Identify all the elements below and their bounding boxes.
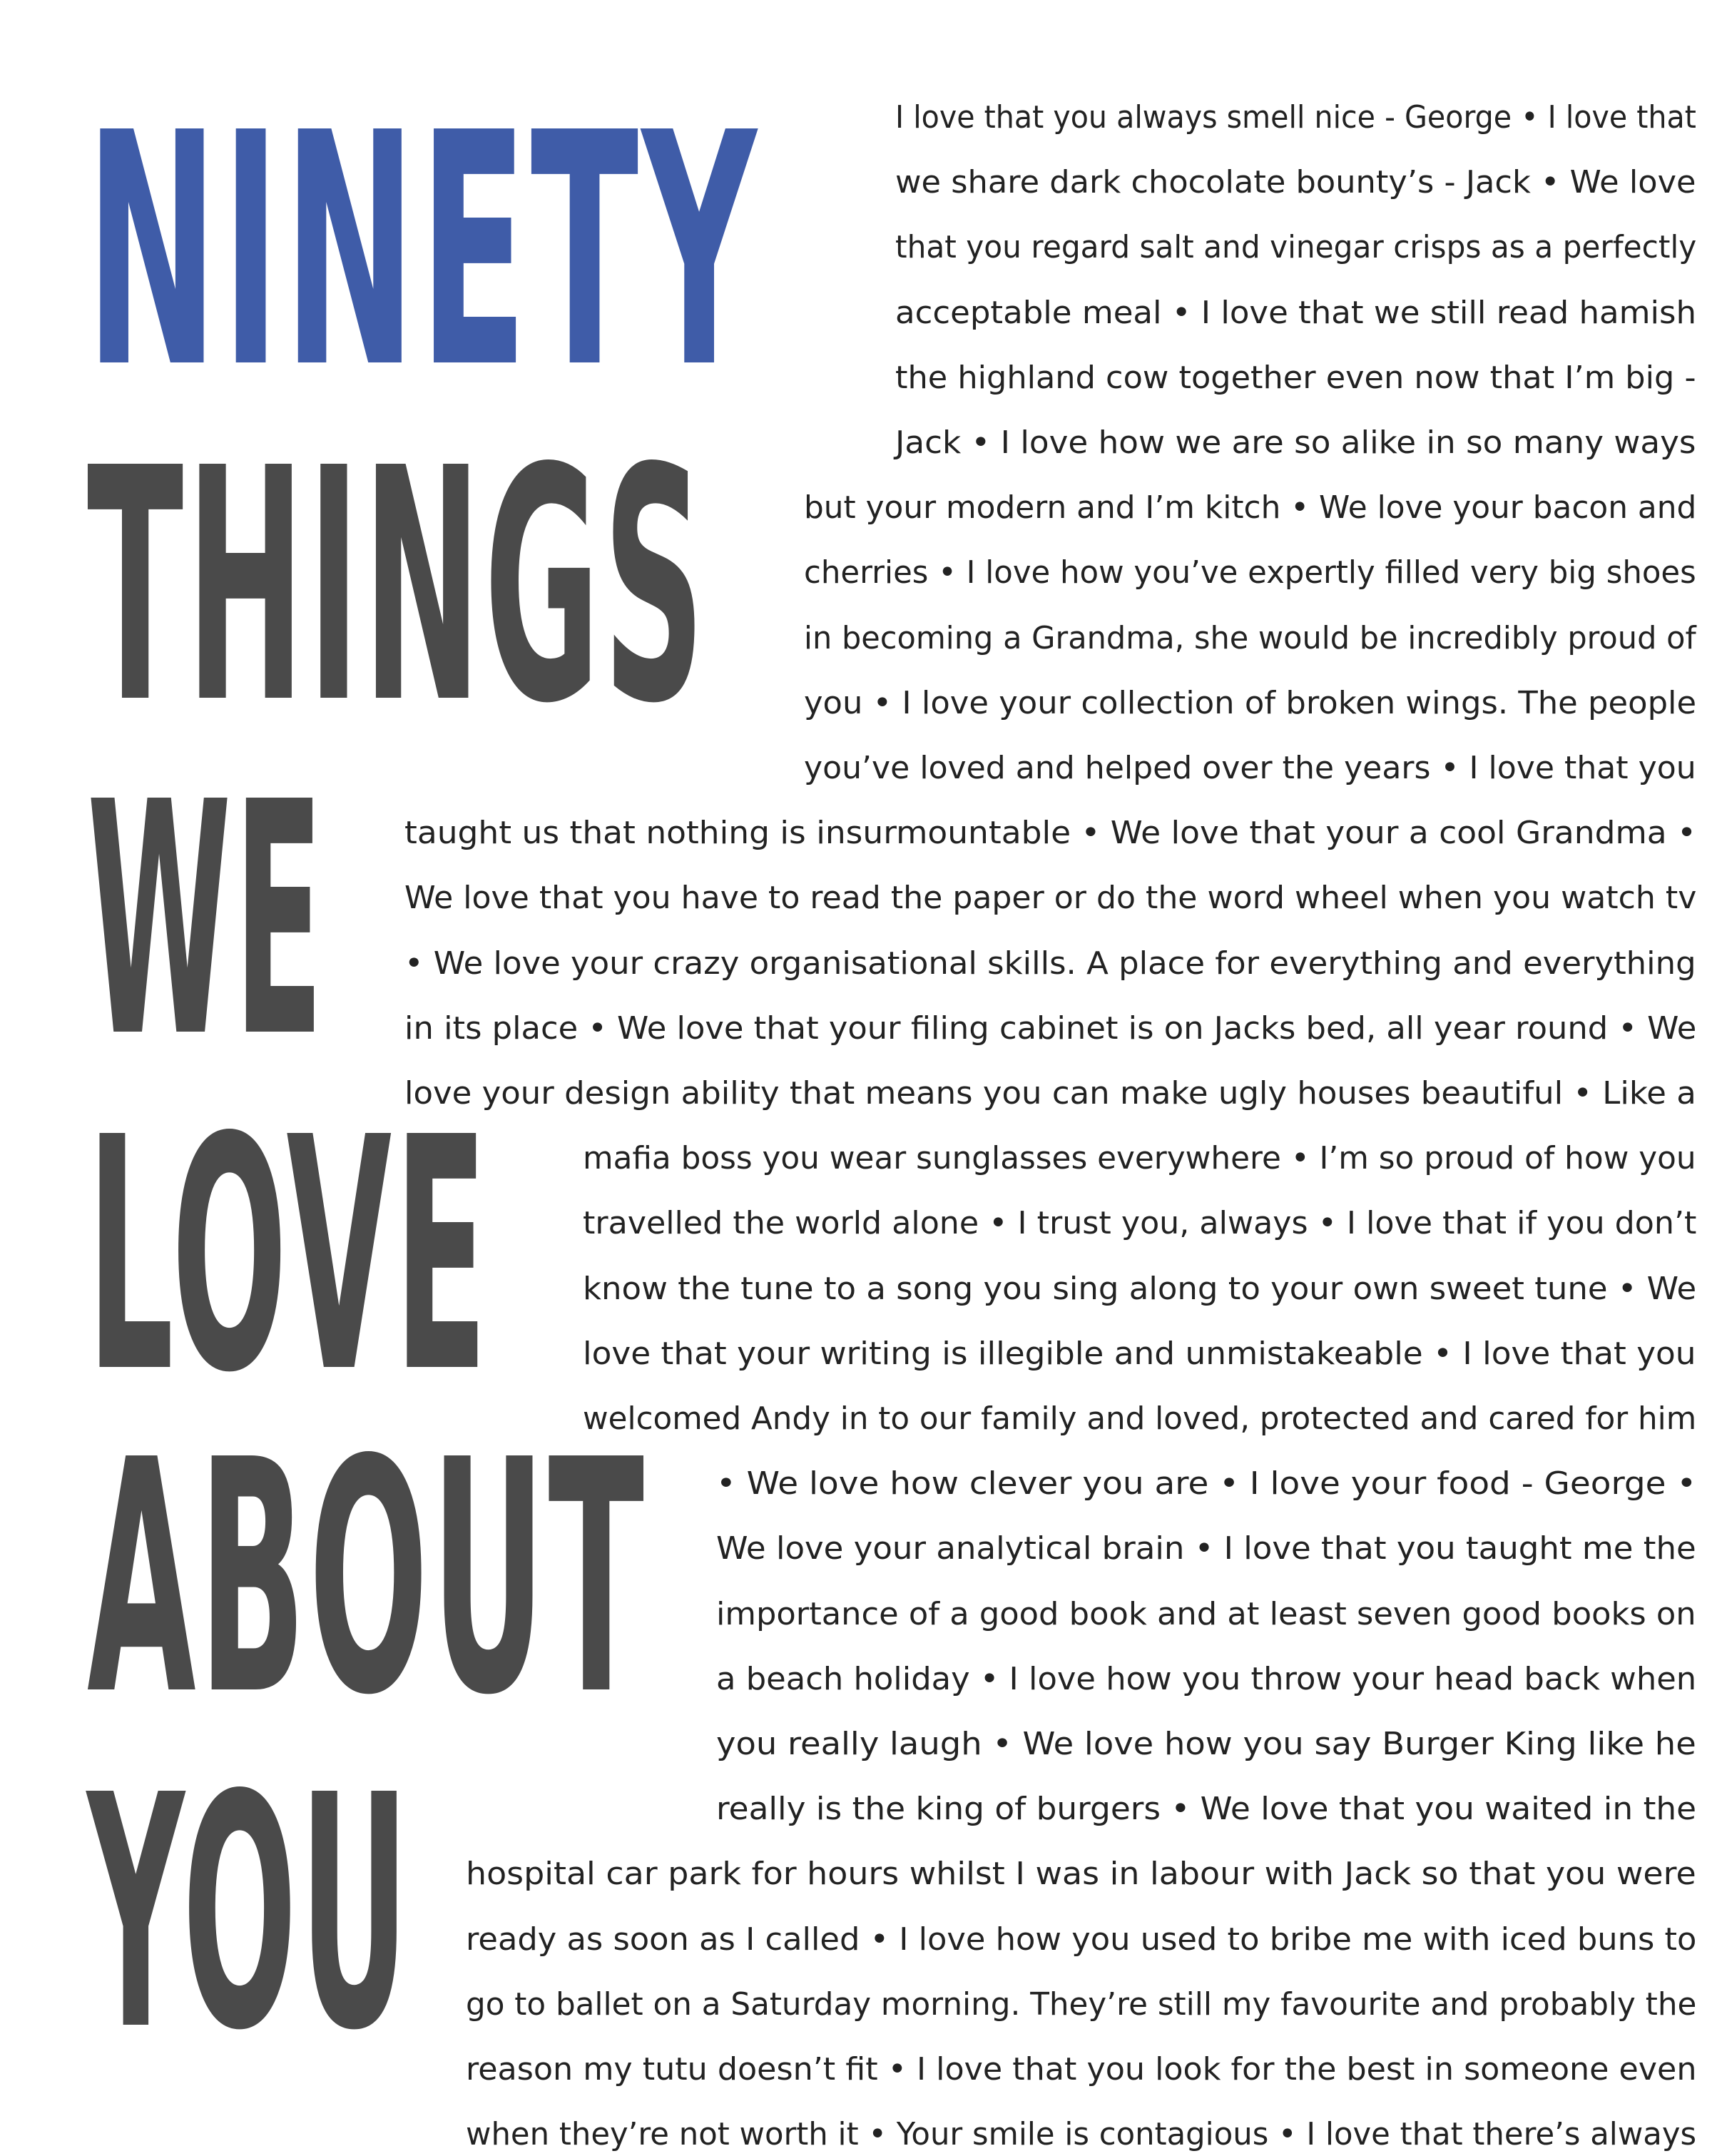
body-text-line: in becoming a Grandma, she would be incredibly proud of xyxy=(804,619,1696,656)
body-text-line: cherries • I love how you’ve expertly filled very big shoes xyxy=(804,554,1696,591)
body-text-line: We love that you have to read the paper or do the word wheel when you watch tv xyxy=(404,880,1697,917)
body-text-line: but your modern and I’m kitch • We love your bacon and xyxy=(804,489,1697,527)
body-text-line: in its place • We love that your filing cabinet is on Jacks bed, all year round • We xyxy=(404,1010,1697,1047)
body-text-line: ready as soon as I called • I love how you used to bribe me with iced buns to xyxy=(466,1921,1697,1958)
body-text-line: hospital car park for hours whilst I was in labour with Jack so that you were xyxy=(466,1856,1696,1893)
body-text-line: mafia boss you wear sunglasses everywhere • I’m so proud of how you xyxy=(583,1140,1696,1177)
title-word-love: LOVE xyxy=(87,1068,490,1444)
body-text-line: the highland cow together even now that I’m big - xyxy=(895,359,1696,396)
body-text-line: love your design ability that means you can make ugly houses beautiful • Like a xyxy=(404,1075,1696,1112)
body-text-line: welcomed Andy in to our family and loved, protected and cared for him xyxy=(583,1400,1697,1437)
title-word-about: ABOUT xyxy=(87,1390,647,1766)
body-text-line: travelled the world alone • I trust you, always • I love that if you don’t xyxy=(583,1205,1697,1242)
body-text-line: • We love your crazy organisational skills. A place for everything and everything xyxy=(404,945,1696,982)
body-text-line: you • I love your collection of broken wings. The people xyxy=(804,684,1697,721)
body-text-line: I love that you always smell nice - George • I love that xyxy=(895,99,1696,136)
body-text-line: importance of a good book and at least seven good books on xyxy=(716,1595,1696,1632)
body-text-line: go to ballet on a Saturday morning. They’re still my favourite and probably the xyxy=(466,1985,1697,2023)
title-word-we: WE xyxy=(87,733,326,1109)
body-text-line: you really laugh • We love how you say Burger King like he xyxy=(716,1726,1696,1762)
body-text-line: when they’re not worth it • Your smile is contagious • I love that there’s always xyxy=(466,2116,1697,2153)
body-text-line: that you regard salt and vinegar crisps as a perfectly xyxy=(895,229,1697,266)
body-text-line: really is the king of burgers • We love that you waited in the xyxy=(716,1791,1697,1828)
body-text-line: taught us that nothing is insurmountable • We love that your a cool Grandma • xyxy=(404,815,1696,852)
title-word-you: YOU xyxy=(87,1726,412,2102)
body-text-line: • We love how clever you are • I love your food - George • xyxy=(716,1465,1697,1502)
body-text-line: you’ve loved and helped over the years • I love that you xyxy=(804,750,1696,786)
body-text-line: know the tune to a song you sing along to your own sweet tune • We xyxy=(583,1270,1697,1307)
body-text-line: love that your writing is illegible and unmistakeable • I love that you xyxy=(583,1335,1696,1372)
title-word-ninety: NINETY xyxy=(86,63,760,439)
title-word-things: THINGS xyxy=(87,399,708,775)
body-text-line: reason my tutu doesn’t fit • I love that you look for the best in someone even xyxy=(466,2051,1697,2088)
body-text-line: we share dark chocolate bounty’s - Jack • We love xyxy=(895,164,1696,201)
body-text-line: acceptable meal • I love that we still read hamish xyxy=(895,294,1697,331)
body-text-line: We love your analytical brain • I love that you taught me the xyxy=(716,1530,1696,1567)
body-text-line: Jack • I love how we are so alike in so many ways xyxy=(895,424,1696,461)
body-text-line: a beach holiday • I love how you throw your head back when xyxy=(716,1660,1697,1697)
